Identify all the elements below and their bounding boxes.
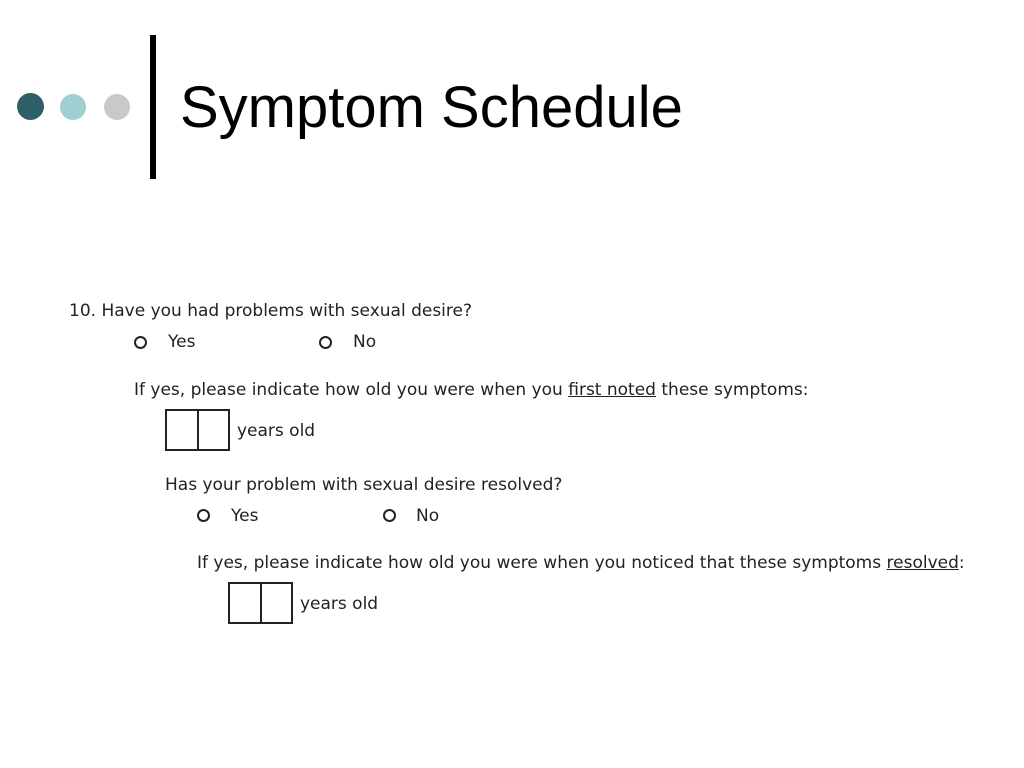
resolution-prompt-emphasis: resolved — [886, 553, 959, 573]
resolution-age-box — [228, 582, 293, 624]
radio-yes-q10[interactable] — [134, 336, 147, 349]
onset-prompt-before: If yes, please indicate how old you were when you — [134, 380, 569, 400]
bullet-dot-dark — [17, 93, 44, 120]
radio-label-no-followup: No — [416, 506, 440, 526]
resolution-prompt-before: If yes, please indicate how old you were when you noticed that these symptoms — [197, 553, 887, 573]
resolution-age-digit-1[interactable] — [230, 584, 260, 622]
radio-label-no-q10: No — [353, 332, 377, 352]
onset-age-digit-1[interactable] — [167, 411, 197, 449]
resolution-age-digit-2[interactable] — [260, 584, 292, 622]
onset-prompt — [134, 379, 808, 401]
slide-title: Symptom Schedule — [180, 75, 683, 140]
followup-question: Has your problem with sexual desire resolved? — [165, 475, 563, 495]
title-divider — [150, 35, 156, 179]
radio-no-q10[interactable] — [319, 336, 332, 349]
resolution-prompt-after: : — [958, 553, 965, 573]
bullet-dot-gray — [104, 94, 130, 120]
question-text: Have you had problems with sexual desire? — [101, 301, 472, 321]
onset-age-digit-2[interactable] — [197, 411, 229, 449]
radio-label-yes-q10: Yes — [168, 332, 196, 352]
bullet-dot-teal — [60, 94, 86, 120]
onset-prompt-after: these symptoms: — [655, 380, 809, 400]
radio-label-yes-followup: Yes — [231, 506, 259, 526]
onset-age-box — [165, 409, 230, 451]
onset-age-suffix: years old — [237, 421, 316, 441]
radio-no-followup[interactable] — [383, 509, 396, 522]
question-line — [69, 300, 472, 322]
radio-yes-followup[interactable] — [197, 509, 210, 522]
resolution-age-suffix: years old — [300, 594, 379, 614]
question-number: 10. — [69, 301, 97, 321]
onset-prompt-emphasis: first noted — [568, 380, 656, 400]
resolution-prompt — [197, 552, 965, 574]
